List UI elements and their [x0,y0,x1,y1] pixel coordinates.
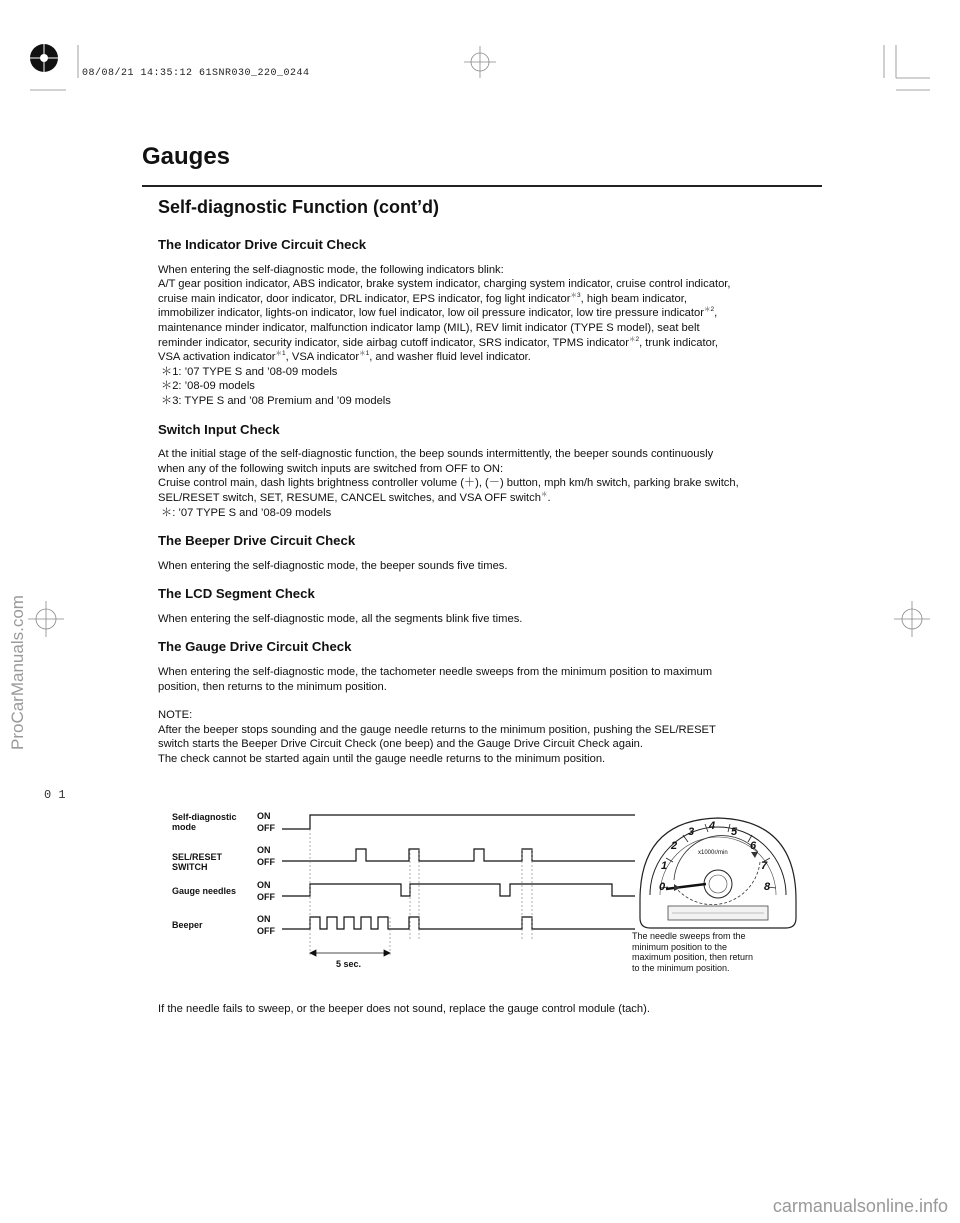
gauge-line-1: When entering the self-diagnostic mode, the tachometer needle sweeps from the minimum position to maximum [158,666,713,679]
tach-number-2: 2 [671,840,678,852]
onoff-beeper: ON OFF [257,914,275,936]
indicator-line-4: immobilizer indicator, lights-on indicator, low fuel indicator, low oil pressure indicator, low tire pressure indicator$^{*2}$, [158,306,718,320]
tach-number-7: 7 [761,860,768,872]
watermark-carmanualsonline[interactable]: carmanualsonline.info [772,1196,948,1216]
tach-number-3: 3 [688,826,695,838]
indicator-footnote-3: ＊3: TYPE S and ’08 Premium and ’09 models [161,394,391,407]
onoff-gauge-needles: ON OFF [257,880,275,902]
switch-line-3: Cruise control main, dash lights brightness controller volume (＋), (－) button, mph km/h switch, parking brake switch, [158,477,739,490]
switch-line-2: when any of the following switch inputs are switched from OFF to ON: [158,462,504,475]
note-line-3: The check cannot be started again until the gauge needle returns to the minimum position. [158,753,606,766]
tach-number-0: 0 [659,881,666,893]
lcd-text: When entering the self-diagnostic mode, all the segments blink five times. [158,612,523,625]
lcd-heading: The LCD Segment Check [158,586,315,602]
final-instruction: If the needle fails to sweep, or the beeper does not sound, replace the gauge control module (tach). [158,1003,650,1015]
tach-number-6: 6 [750,840,757,852]
note-line-1: After the beeper stops sounding and the gauge needle returns to the minimum position, pushing the SEL/RESET [158,723,716,736]
indicator-line-3: cruise main indicator, door indicator, DRL indicator, EPS indicator, fog light indicator$^{*3}$, high beam indicator, [158,291,687,305]
note-label: NOTE: [158,709,193,722]
duration-label: 5 sec. [336,959,362,969]
indicator-footnote-1: ＊1: ’07 TYPE S and ’08-09 models [161,365,338,378]
onoff-sel-reset: ON OFF [257,845,275,867]
signal-label-sel-reset: SEL/RESET SWITCH [172,852,223,872]
tachometer-caption: The needle sweeps from the minimum position to the maximum position, then return to the minimum position. [632,931,754,973]
page-marker: 0 1 [44,788,66,802]
print-stamp: 08/08/21 14:35:12 61SNR030_220_0244 [82,68,310,79]
indicator-line-6: reminder indicator, security indicator, side airbag cutoff indicator, SRS indicator, TPMS indicator$^{*2}$, trunk indicator, [158,335,719,349]
switch-line-4: SEL/RESET switch, SET, RESUME, CANCEL switches, and VSA OFF switch＊. [158,490,551,504]
tach-number-5: 5 [731,826,738,838]
onoff-self-diagnostic: ON OFF [257,811,275,833]
tach-number-1: 1 [661,860,668,872]
switch-heading: Switch Input Check [158,421,280,437]
indicator-line-5: maintenance minder indicator, malfunction indicator lamp (MIL), REV limit indicator (TYPE S model), seat belt [158,321,700,334]
tach-number-4: 4 [709,820,716,832]
indicator-line-2: A/T gear position indicator, ABS indicator, brake system indicator, charging system indicator, cruise control indicator, [158,278,731,291]
switch-footnote: ＊: ’07 TYPE S and ’08-09 models [161,506,332,519]
note-line-2: switch starts the Beeper Drive Circuit Check (one beep) and the Gauge Drive Circuit Check again. [158,738,644,751]
signal-label-beeper: Beeper [172,920,203,930]
switch-line-1: At the initial stage of the self-diagnostic function, the beep sounds intermittently, the beeper sounds continuously [158,448,714,461]
gauge-heading: The Gauge Drive Circuit Check [158,639,352,655]
tach-number-8: 8 [764,881,771,893]
indicator-footnote-2: ＊2: ’08-09 models [161,380,255,393]
section-subtitle: Self-diagnostic Function (cont’d) [158,197,439,217]
watermark-procarmanuals[interactable]: ProCarManuals.com [8,595,27,750]
beeper-text: When entering the self-diagnostic mode, the beeper sounds five times. [158,559,508,572]
signal-label-gauge-needles: Gauge needles [172,886,237,896]
indicator-line-7: VSA activation indicator$^{*1}$, VSA indicator$^{*1}$, and washer fluid level indicator. [158,350,531,364]
page-title: Gauges [142,143,231,170]
beeper-heading: The Beeper Drive Circuit Check [158,533,356,549]
indicator-heading: The Indicator Drive Circuit Check [158,237,367,252]
signal-label-self-diagnostic: Self-diagnostic mode [172,812,237,832]
gauge-line-2: position, then returns to the minimum position. [158,680,387,693]
tach-unit-label: x1000r/min [698,850,728,856]
indicator-line-1: When entering the self-diagnostic mode, the following indicators blink: [158,263,504,276]
